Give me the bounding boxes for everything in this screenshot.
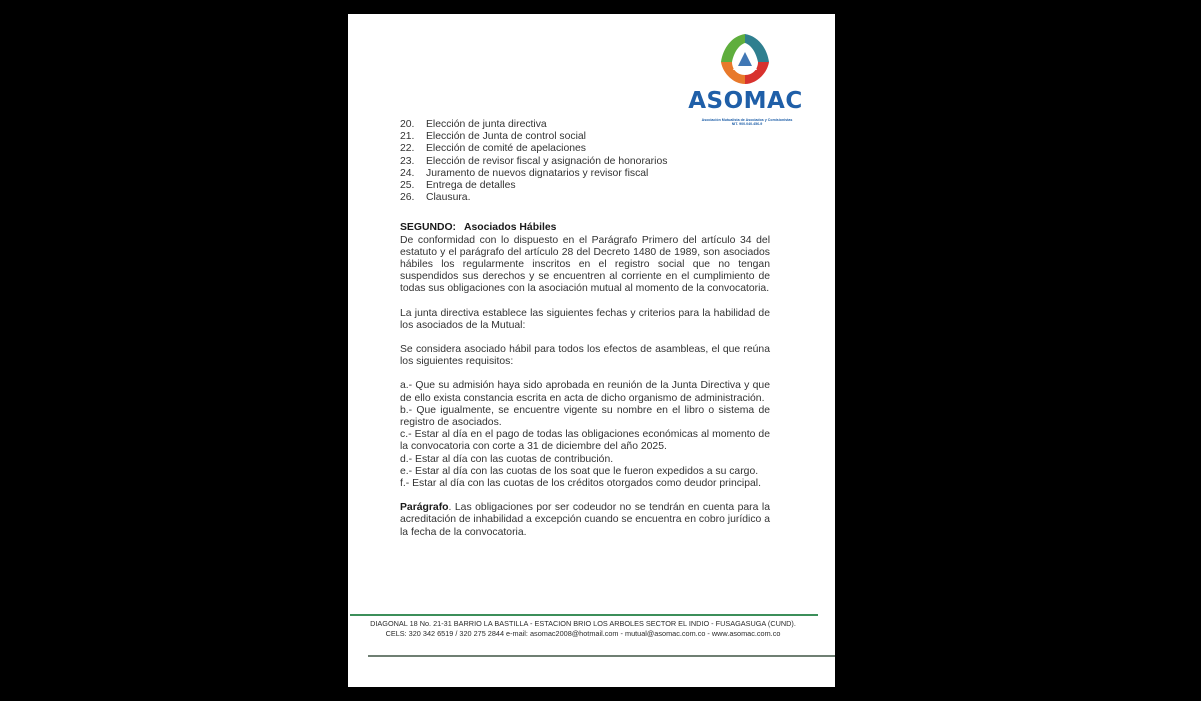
requisito-item: a.- Que su admisión haya sido aprobada en reunión de la Junta Directiva y que de ello exista constancia escrita en acta de dicho organismo de administración. — [400, 380, 770, 404]
requisito-item: e.- Estar al día con las cuotas de los soat que le fueron expedidos a su cargo. — [400, 465, 759, 477]
agenda-item-number: 25. — [400, 180, 415, 192]
section-heading — [400, 222, 770, 234]
agenda-item-number: 26. — [400, 192, 415, 204]
footer-address: DIAGONAL 18 No. 21-31 BARRIO LA BASTILLA - ESTACION BRIO LOS ARBOLES SECTOR EL INDIO - FUSAGASUGA (CUND). — [370, 619, 796, 628]
agenda-item — [400, 143, 770, 155]
footer-phones-emails: CELS: 320 342 6519 / 320 275 2844 e-mail: asomac2008@hotmail.com - mutual@asomac.com.co - www.asomac.com.co — [385, 629, 781, 638]
requisito-item: b.- Que igualmente, se encuentre vigente su nombre en el libro o sistema de registro de asociados. — [400, 404, 770, 429]
requisito-item: f.- Estar al día con las cuotas de los créditos otorgados como deudor principal. — [400, 478, 761, 490]
paragrafo-note — [400, 502, 770, 539]
requisitos-list — [400, 380, 770, 490]
agenda-item-number: 20. — [400, 119, 415, 130]
agenda-item-number: 24. — [400, 167, 415, 179]
agenda-item-text: Juramento de nuevos dignatarios y revisor fiscal — [426, 167, 649, 179]
footer-divider-top — [350, 614, 818, 616]
logo-subtitle-line2: NIT. 900.040.456-9 — [731, 122, 763, 127]
logo-subtitle-line1: Asociación Mutualista de Asociados y Comisionistas — [701, 118, 793, 122]
document-body — [400, 119, 770, 539]
logo-wordmark: ASOMAC — [688, 88, 803, 114]
paragraph-requisitos-intro: Se considera asociado hábil para todos los efectos de asambleas, el que reúna los siguientes requisitos: — [400, 344, 770, 368]
agenda-list — [400, 119, 770, 204]
agenda-item-number: 21. — [400, 131, 415, 143]
paragraph-junta: La junta directiva establece las siguientes fechas y criterios para la habilidad de los asociados de la Mutual: — [400, 307, 770, 331]
section-title: Asociados Hábiles — [464, 222, 557, 234]
section-label: SEGUNDO: — [400, 222, 456, 234]
agenda-item-text: Elección de Junta de control social — [426, 131, 586, 143]
agenda-item-text: Elección de comité de apelaciones — [426, 143, 586, 155]
agenda-item-number: 23. — [400, 155, 415, 167]
document-page — [348, 14, 835, 687]
agenda-item — [400, 131, 770, 143]
agenda-item-text: Entrega de detalles — [426, 180, 516, 192]
agenda-item-text: Elección de junta directiva — [426, 119, 547, 130]
agenda-item-number: 22. — [400, 143, 415, 155]
requisito-item: d.- Estar al día con las cuotas de contribución. — [400, 453, 614, 465]
paragrafo-text: . Las obligaciones por ser codeudor no se tendrán en cuenta para la acreditación de inhabilidad a excepción cuando se encuentra en cobro jurídico a la fecha de la convocatoria. — [400, 502, 770, 538]
agenda-item — [400, 119, 770, 131]
agenda-item — [400, 168, 770, 180]
footer-divider-bottom — [368, 655, 835, 657]
agenda-item-text: Clausura. — [426, 192, 471, 204]
footer-contact — [358, 619, 808, 639]
triangle-logo-icon — [688, 28, 803, 90]
requisito-item: c.- Estar al día en el pago de todas las obligaciones económicas al momento de la convocatoria con corte a 31 de diciembre del año 2025. — [400, 429, 770, 453]
agenda-item — [400, 180, 770, 192]
agenda-item-text: Elección de revisor fiscal y asignación de honorarios — [426, 155, 668, 167]
agenda-item — [400, 156, 770, 168]
agenda-item — [400, 192, 770, 204]
paragraph-habiles: De conformidad con lo dispuesto en el Parágrafo Primero del artículo 34 del estatuto y el parágrafo del artículo 28 del Decreto 1480 de 1989, son asociados hábiles los regularmente inscritos en el registro social que no tengan suspendidos sus derechos y se encuentren al corriente en el cumplimiento de todas sus obligaciones con la asociación mutual al momento de la convocatoria. — [400, 234, 770, 295]
paragrafo-label: Parágrafo — [400, 502, 449, 514]
